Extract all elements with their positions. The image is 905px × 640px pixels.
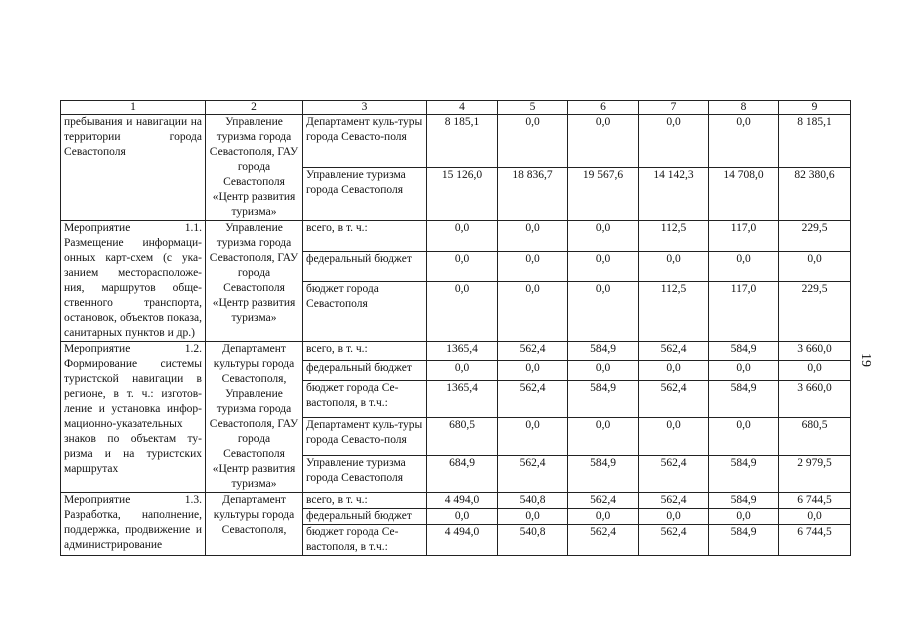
- amount-cell: 0,0: [639, 251, 709, 282]
- amount-cell: 19 567,6: [568, 168, 639, 221]
- activity-cell: пребывания и навигации на территории города Севастополя: [61, 115, 206, 221]
- amount-cell: 0,0: [779, 251, 851, 282]
- amount-cell: 680,5: [779, 418, 851, 455]
- funding-source-cell: Управление туризма города Севастополя: [303, 455, 427, 493]
- amount-cell: 562,4: [639, 525, 709, 556]
- table-row: [61, 493, 851, 509]
- amount-cell: 0,0: [639, 361, 709, 380]
- amount-cell: 2 979,5: [779, 455, 851, 493]
- amount-cell: 0,0: [427, 251, 498, 282]
- funding-source-cell: федеральный бюджет: [303, 251, 427, 282]
- amount-cell: 562,4: [568, 493, 639, 509]
- funding-source-cell: бюджет города Севастополя: [303, 282, 427, 342]
- funding-source-cell: всего, в т. ч.:: [303, 342, 427, 361]
- amount-cell: 1365,4: [427, 342, 498, 361]
- funding-source-cell: всего, в т. ч.:: [303, 221, 427, 252]
- amount-cell: 0,0: [427, 282, 498, 342]
- amount-cell: 584,9: [709, 455, 779, 493]
- amount-cell: 0,0: [779, 509, 851, 525]
- amount-cell: 6 744,5: [779, 493, 851, 509]
- amount-cell: 0,0: [568, 115, 639, 168]
- activity-cell: Мероприятие 1.3. Разработка, наполнение, поддержка, продвижение и администрирование: [61, 493, 206, 556]
- amount-cell: 562,4: [498, 380, 568, 417]
- funding-source-cell: Управление туризма города Севастополя: [303, 168, 427, 221]
- column-header: 5: [498, 101, 568, 115]
- amount-cell: 229,5: [779, 282, 851, 342]
- funding-source-cell: Департамент куль-туры города Севасто-поля: [303, 115, 427, 168]
- amount-cell: 584,9: [568, 455, 639, 493]
- amount-cell: 0,0: [709, 251, 779, 282]
- amount-cell: 584,9: [568, 380, 639, 417]
- column-header: 9: [779, 101, 851, 115]
- executor-cell: Управление туризма города Севастополя, ГАУ города Севастополя «Центр развития туризма»: [206, 115, 303, 221]
- amount-cell: 684,9: [427, 455, 498, 493]
- amount-cell: 6 744,5: [779, 525, 851, 556]
- table-row: [61, 115, 851, 168]
- funding-source-cell: бюджет города Се-вастополя, в т.ч.:: [303, 525, 427, 556]
- amount-cell: 562,4: [639, 342, 709, 361]
- column-header: 6: [568, 101, 639, 115]
- amount-cell: 584,9: [709, 525, 779, 556]
- amount-cell: 0,0: [568, 418, 639, 455]
- column-header: 8: [709, 101, 779, 115]
- table-row: [61, 221, 851, 252]
- amount-cell: 0,0: [568, 361, 639, 380]
- amount-cell: 229,5: [779, 221, 851, 252]
- funding-source-cell: бюджет города Се-вастополя, в т.ч.:: [303, 380, 427, 417]
- amount-cell: 0,0: [639, 115, 709, 168]
- amount-cell: 584,9: [709, 380, 779, 417]
- amount-cell: 584,9: [568, 342, 639, 361]
- funding-source-cell: всего, в т. ч.:: [303, 493, 427, 509]
- amount-cell: 584,9: [709, 493, 779, 509]
- executor-cell: Департамент культуры города Севастополя,: [206, 493, 303, 556]
- amount-cell: 562,4: [639, 493, 709, 509]
- activity-cell: Мероприятие 1.1. Размещение информаци-онных карт-схем (с ука-занием месторасположе-ния, маршрутов обще-ственного транспорта, остановок, объектов показа, санитарных пунктов и др.): [61, 221, 206, 342]
- amount-cell: 0,0: [639, 509, 709, 525]
- amount-cell: 0,0: [709, 361, 779, 380]
- amount-cell: 18 836,7: [498, 168, 568, 221]
- funding-source-cell: федеральный бюджет: [303, 509, 427, 525]
- amount-cell: 540,8: [498, 525, 568, 556]
- amount-cell: 117,0: [709, 221, 779, 252]
- column-header: 7: [639, 101, 709, 115]
- amount-cell: 0,0: [427, 221, 498, 252]
- amount-cell: 4 494,0: [427, 525, 498, 556]
- amount-cell: 82 380,6: [779, 168, 851, 221]
- amount-cell: 0,0: [427, 509, 498, 525]
- amount-cell: 562,4: [498, 342, 568, 361]
- amount-cell: 0,0: [498, 509, 568, 525]
- amount-cell: 0,0: [498, 251, 568, 282]
- amount-cell: 15 126,0: [427, 168, 498, 221]
- amount-cell: 562,4: [498, 455, 568, 493]
- amount-cell: 0,0: [568, 251, 639, 282]
- amount-cell: 0,0: [498, 282, 568, 342]
- amount-cell: 0,0: [568, 221, 639, 252]
- amount-cell: 0,0: [568, 509, 639, 525]
- table-body: [61, 115, 851, 556]
- page-number: 19: [858, 353, 873, 367]
- amount-cell: 0,0: [779, 361, 851, 380]
- amount-cell: 1365,4: [427, 380, 498, 417]
- amount-cell: 0,0: [709, 418, 779, 455]
- amount-cell: 0,0: [498, 418, 568, 455]
- amount-cell: 4 494,0: [427, 493, 498, 509]
- amount-cell: 0,0: [427, 361, 498, 380]
- amount-cell: 584,9: [709, 342, 779, 361]
- funding-source-cell: Департамент куль-туры города Севасто-поля: [303, 418, 427, 455]
- amount-cell: 0,0: [498, 361, 568, 380]
- amount-cell: 0,0: [568, 282, 639, 342]
- amount-cell: 3 660,0: [779, 380, 851, 417]
- amount-cell: 112,5: [639, 221, 709, 252]
- amount-cell: 680,5: [427, 418, 498, 455]
- column-header: 1: [61, 101, 206, 115]
- amount-cell: 112,5: [639, 282, 709, 342]
- funding-source-cell: федеральный бюджет: [303, 361, 427, 380]
- amount-cell: 562,4: [639, 380, 709, 417]
- amount-cell: 0,0: [709, 509, 779, 525]
- executor-cell: Управление туризма города Севастополя, ГАУ города Севастополя «Центр развития туризма»: [206, 221, 303, 342]
- amount-cell: 8 185,1: [427, 115, 498, 168]
- column-header: 4: [427, 101, 498, 115]
- amount-cell: 8 185,1: [779, 115, 851, 168]
- column-header: 3: [303, 101, 427, 115]
- amount-cell: 0,0: [639, 418, 709, 455]
- amount-cell: 0,0: [709, 115, 779, 168]
- amount-cell: 0,0: [498, 115, 568, 168]
- amount-cell: 562,4: [568, 525, 639, 556]
- amount-cell: 562,4: [639, 455, 709, 493]
- amount-cell: 3 660,0: [779, 342, 851, 361]
- table-row: [61, 342, 851, 361]
- header-row: [61, 101, 851, 115]
- amount-cell: 14 708,0: [709, 168, 779, 221]
- column-header: 2: [206, 101, 303, 115]
- executor-cell: Департамент культуры города Севастополя, Управление туризма города Севастополя, ГАУ города Севастополя «Центр развития туризма»: [206, 342, 303, 493]
- amount-cell: 117,0: [709, 282, 779, 342]
- amount-cell: 540,8: [498, 493, 568, 509]
- amount-cell: 14 142,3: [639, 168, 709, 221]
- budget-table: [60, 100, 851, 556]
- amount-cell: 0,0: [498, 221, 568, 252]
- activity-cell: Мероприятие 1.2. Формирование системы туристской навигации в регионе, в т. ч.: изготов-ление и установка инфор-мационно-указательных знаков по объектам ту-ризма и на туристских маршрутах: [61, 342, 206, 493]
